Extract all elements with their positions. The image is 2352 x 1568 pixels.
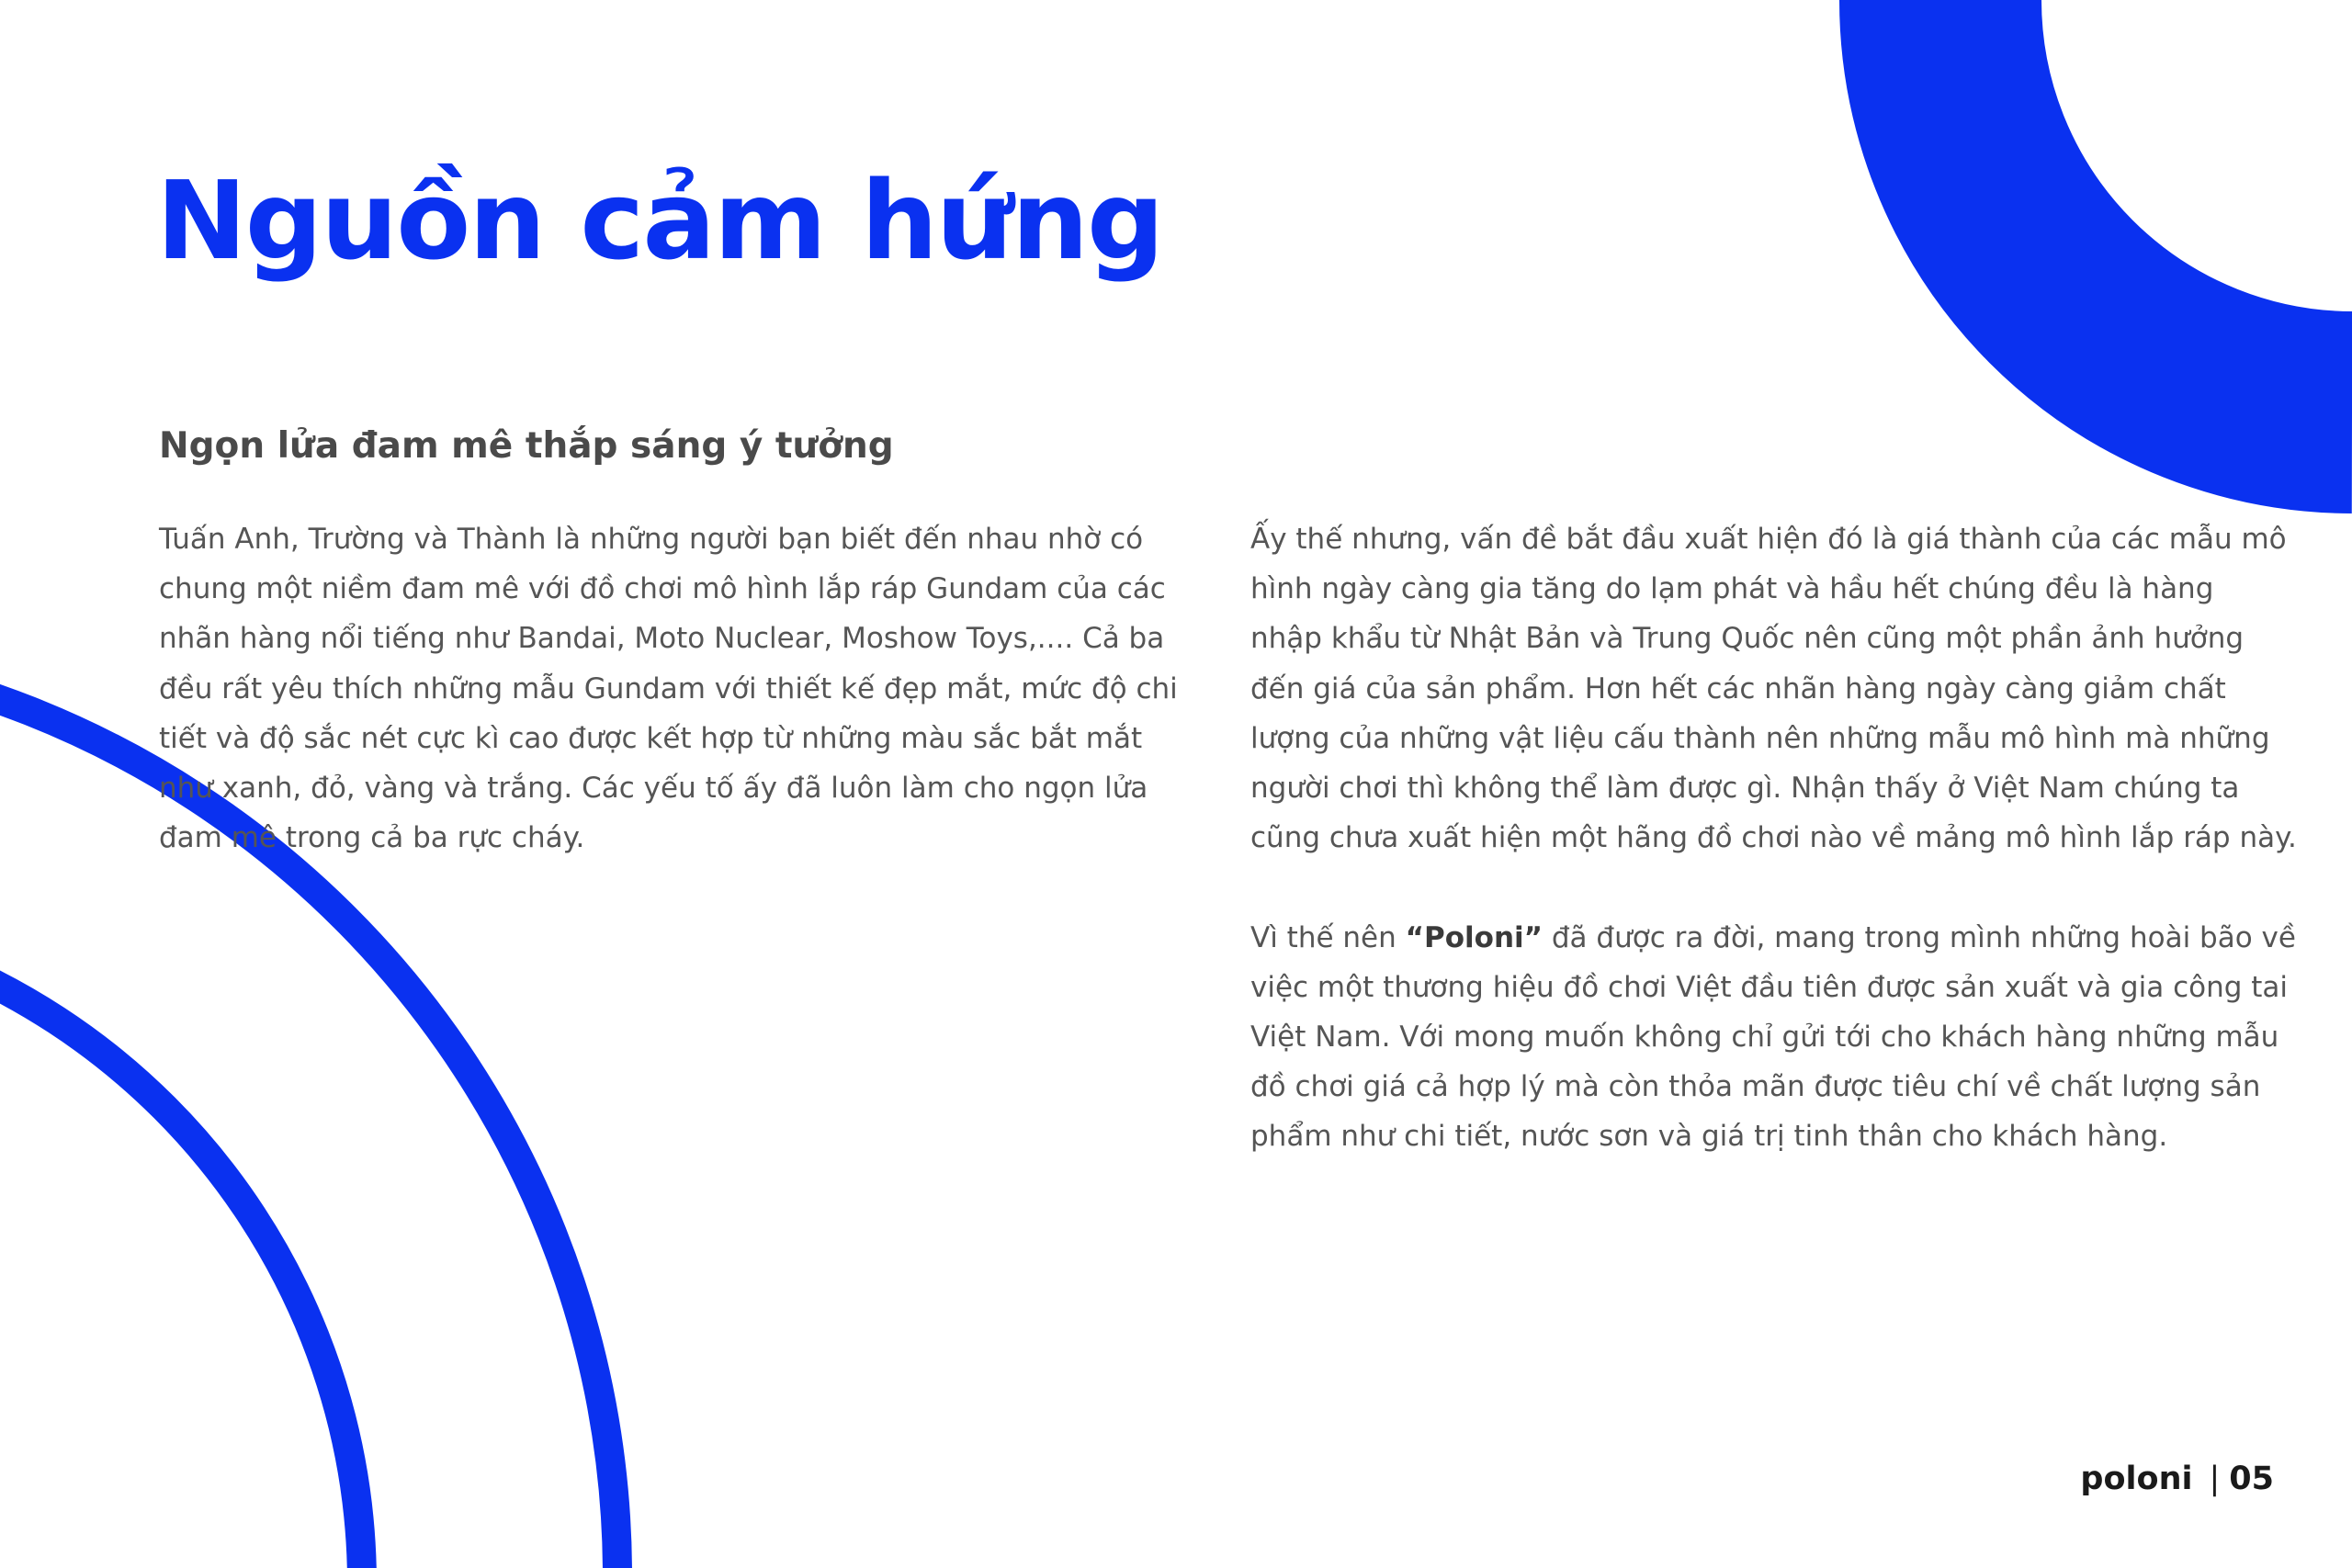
text-line: nhãn hàng nổi tiếng như Bandai, Moto Nuclear, Moshow Toys,.... Cả ba — [159, 622, 1165, 656]
text-line: lượng của những vật liệu cấu thành nên những mẫu mô hình mà những — [1250, 721, 2270, 755]
text-line: việc một thương hiệu đồ chơi Việt đầu tiên được sản xuất và gia công tai — [1250, 970, 2289, 1004]
left-text-column — [159, 514, 1188, 863]
text-line: hình ngày càng gia tăng do lạm phát và hầu hết chúng đều là hàng — [1250, 572, 2214, 606]
text-line — [1250, 913, 2296, 963]
text-line: như xanh, đỏ, vàng và trắng. Các yếu tố ấy đã luôn làm cho ngọn lửa — [159, 772, 1148, 806]
text-line: tiết và độ sắc nét cực kì cao được kết hợp từ những màu sắc bắt mắt — [159, 721, 1143, 755]
text-line: Việt Nam. Với mong muốn không chỉ gửi tới cho khách hàng những mẫu — [1250, 1021, 2279, 1055]
text-line: người chơi thì không thể làm được gì. Nhận thấy ở Việt Nam chúng ta — [1250, 772, 2240, 806]
text-line: Ấy thế nhưng, vấn đề bắt đầu xuất hiện đó là giá thành của các mẫu mô — [1250, 523, 2287, 556]
text-line: chung một niềm đam mê với đồ chơi mô hình lắp ráp Gundam của các — [159, 572, 1166, 606]
footer-separator: | — [2209, 1461, 2221, 1497]
bottom-left-inner-ring — [0, 910, 362, 1568]
top-right-arc — [1940, 0, 2352, 412]
text-line: đều rất yêu thích những mẫu Gundam với thiết kế đẹp mắt, mức độ chi — [159, 671, 1178, 705]
page-footer — [2080, 1451, 2274, 1506]
text-line: đến giá của sản phẩm. Hơn hết các nhãn hàng ngày càng giảm chất — [1250, 671, 2226, 705]
intro-paragraph — [159, 514, 1188, 863]
text-line: đồ chơi giá cả hợp lý mà còn thỏa mãn được tiêu chí về chất lượng sản — [1250, 1070, 2261, 1104]
paragraph-gap — [1250, 863, 2289, 912]
text-line: cũng chưa xuất hiện một hãng đồ chơi nào về mảng mô hình lắp ráp này. — [1250, 821, 2297, 855]
right-text-column — [1250, 514, 2297, 1162]
brand-paragraph — [1250, 913, 2296, 1162]
brand-name: “Poloni” — [1405, 920, 1544, 954]
text-line: phẩm như chi tiết, nước sơn và giá trị tinh thân cho khách hàng. — [1250, 1120, 2168, 1154]
text-line: Tuấn Anh, Trường và Thành là những người bạn biết đến nhau nhờ có — [159, 523, 1144, 556]
text-segment: Vì thế nên — [1250, 920, 1406, 954]
section-subtitle: Ngọn lửa đam mê thắp sáng ý tưởng — [159, 425, 894, 467]
footer-brand: poloni — [2080, 1461, 2193, 1497]
text-segment: đã được ra đời, mang trong mình những hoài bão về — [1543, 920, 2296, 954]
page-number: 05 — [2229, 1461, 2274, 1497]
page-title: Nguồn cảm hứng — [156, 157, 1163, 284]
text-line: nhập khẩu từ Nhật Bản và Trung Quốc nên cũng một phần ảnh hưởng — [1250, 622, 2245, 656]
text-line: đam mê trong cả ba rực cháy. — [159, 821, 585, 855]
problem-paragraph — [1250, 514, 2297, 863]
